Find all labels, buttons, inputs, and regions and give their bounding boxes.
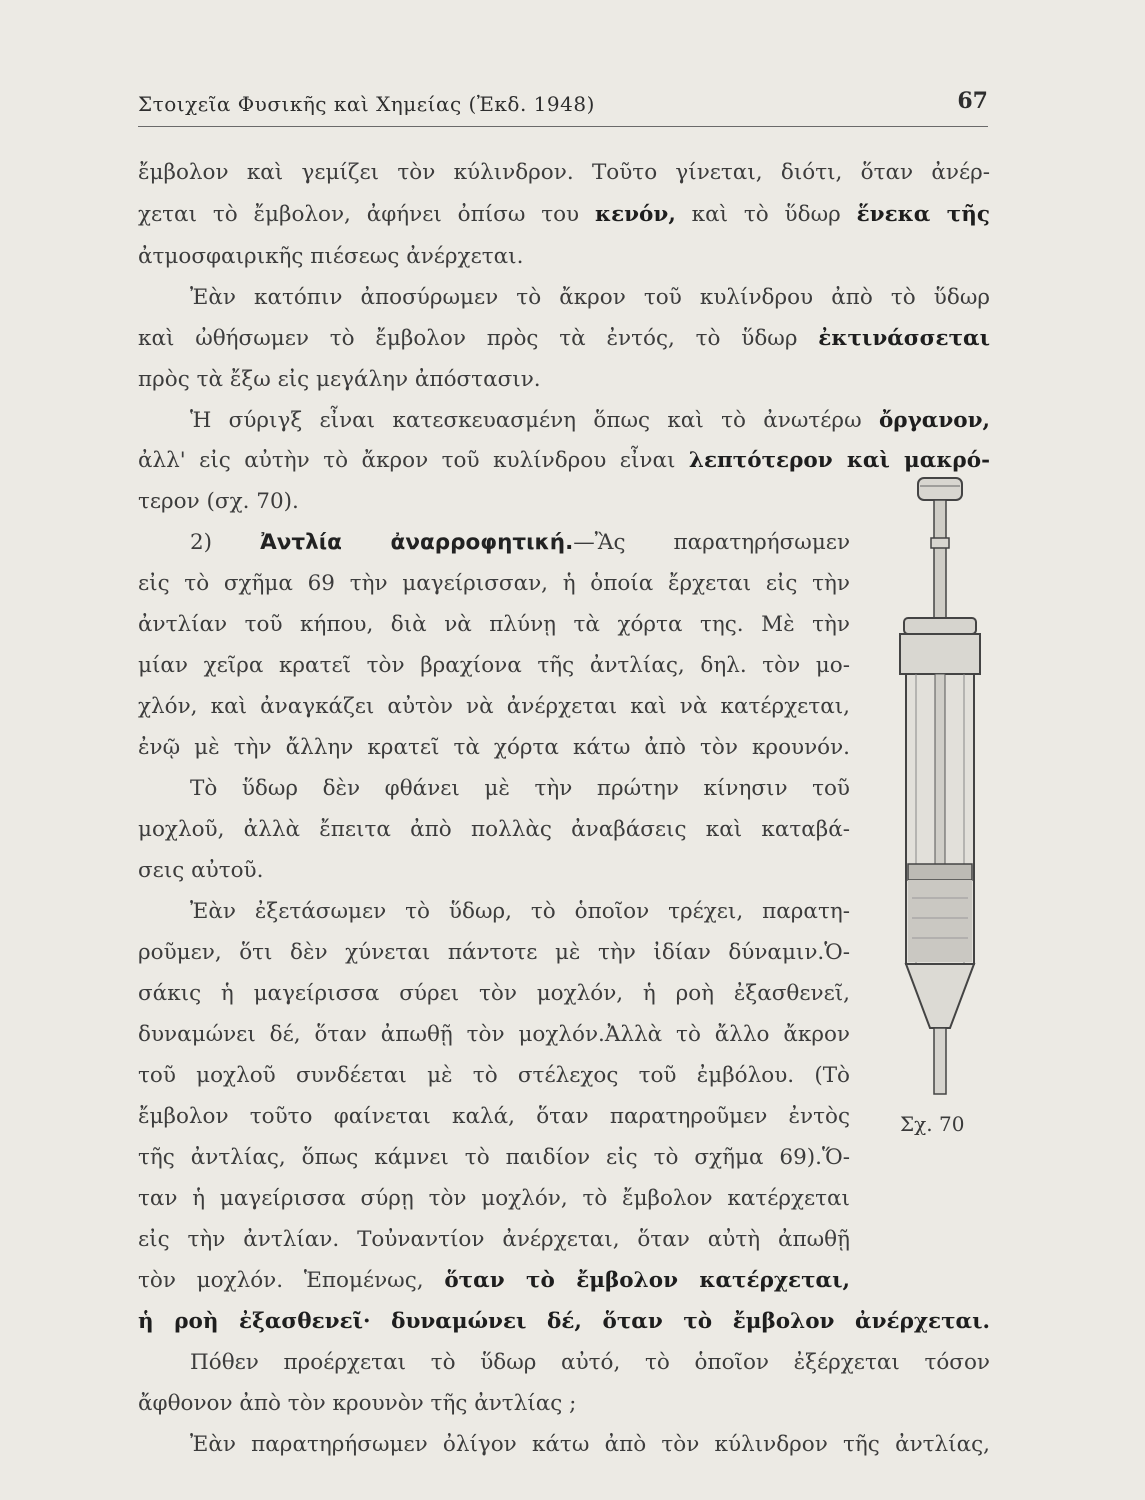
text-line: Ἐὰν παρατηρήσωμεν ὀλίγον κάτω ἀπὸ τὸν κύλινδρον τῆς ἀντλίας,: [190, 1432, 990, 1457]
page-number: 67: [957, 88, 988, 114]
text-line: Ἐὰν ἐξετάσωμεν τὸ ὕδωρ, τὸ ὁποῖον τρέχει, παρατη-: [190, 899, 850, 924]
text-line: τοῦ μοχλοῦ συνδέεται μὲ τὸ στέλεχος τοῦ ἐμβόλου. (Τὸ: [138, 1063, 850, 1088]
text-line: καὶ ὠθήσωμεν τὸ ἔμβολον πρὸς τὰ ἐντός, τὸ ὕδωρ ἐκτινάσσεται: [138, 326, 990, 351]
text-line: Τὸ ὕδωρ δὲν φθάνει μὲ τὴν πρώτην κίνησιν τοῦ: [190, 776, 850, 801]
text-line: δυναμώνει δέ, ὅταν ἀπωθῇ τὸν μοχλόν.Ἀλλὰ τὸ ἄλλο ἄκρον: [138, 1022, 850, 1047]
text-line: σεις αὐτοῦ.: [138, 858, 264, 883]
text-line: Ἐὰν κατόπιν ἀποσύρωμεν τὸ ἄκρον τοῦ κυλίνδρου ἀπὸ τὸ ὕδωρ: [190, 285, 990, 310]
text-line: ἔμβολον καὶ γεμίζει τὸν κύλινδρον. Τοῦτο γίνεται, διότι, ὅταν ἀνέρ-: [138, 160, 990, 185]
text-line: τερον (σχ. 70).: [138, 489, 299, 514]
text-line: Πόθεν προέρχεται τὸ ὕδωρ αὐτό, τὸ ὁποῖον ἐξέρχεται τόσον: [190, 1350, 990, 1375]
text-line: πρὸς τὰ ἔξω εἰς μεγάλην ἀπόστασιν.: [138, 367, 541, 392]
text-line: μίαν χεῖρα κρατεῖ τὸν βραχίονα τῆς ἀντλίας, δηλ. τὸν μο-: [138, 653, 850, 678]
text-line: Ἡ σύριγξ εἶναι κατεσκευασμένη ὅπως καὶ τὸ ἀνωτέρω ὄργανον,: [190, 408, 990, 433]
header-rule: [138, 126, 988, 127]
bold-statement: ὅταν τὸ ἔμβολον κατέρχεται,: [444, 1268, 850, 1293]
text-line: ἀτμοσφαιρικῆς πιέσεως ἀνέρχεται.: [138, 244, 524, 269]
section-heading: Ἀντλία ἀναρροφητική.: [260, 530, 574, 555]
figure-caption: Σχ. 70: [900, 1112, 965, 1136]
header-title: Στοιχεῖα Φυσικῆς καὶ Χημείας (Ἐκδ. 1948): [138, 92, 595, 116]
text-line: τῆς ἀντλίας, ὅπως κάμνει τὸ παιδίον εἰς τὸ σχῆμα 69).Ὅ-: [138, 1145, 850, 1170]
text-line: ἀντλίαν τοῦ κήπου, διὰ νὰ πλύνῃ τὰ χόρτα της. Μὲ τὴν: [138, 612, 850, 637]
text-line: ταν ἡ μαγείρισσα σύρῃ τὸν μοχλόν, τὸ ἔμβολον κατέρχεται: [138, 1186, 850, 1211]
text-line: εἰς τὸ σχῆμα 69 τὴν μαγείρισσαν, ἡ ὁποία ἔρχεται εἰς τὴν: [138, 571, 850, 596]
text-line: μοχλοῦ, ἀλλὰ ἔπειτα ἀπὸ πολλὰς ἀναβάσεις καὶ καταβά-: [138, 817, 850, 842]
text-line: ἔμβολον τοῦτο φαίνεται καλά, ὅταν παρατηροῦμεν ἐντὸς: [138, 1104, 850, 1129]
syringe-illustration: [890, 468, 990, 1108]
running-header: [138, 88, 988, 124]
section-heading-line: 2) Ἀντλία ἀναρροφητική.—Ἂς παρατηρήσωμεν: [190, 530, 851, 555]
text-line: ἄφθονον ἀπὸ τὸν κρουνὸν τῆς ἀντλίας ;: [138, 1391, 577, 1416]
text-line: ροῦμεν, ὅτι δὲν χύνεται πάντοτε μὲ τὴν ἰδίαν δύναμιν.Ὁ-: [138, 940, 850, 965]
text-line: εἰς τὴν ἀντλίαν. Τοὐναντίον ἀνέρχεται, ὅταν αὐτὴ ἀπωθῇ: [138, 1227, 850, 1252]
text-line: σάκις ἡ μαγείρισσα σύρει τὸν μοχλόν, ἡ ροὴ ἐξασθενεῖ,: [138, 981, 850, 1006]
bold-statement-line: ἡ ροὴ ἐξασθενεῖ· δυναμώνει δέ, ὅταν τὸ ἔμβολον ἀνέρχεται.: [138, 1309, 990, 1334]
text-line: ἀλλ' εἰς αὐτὴν τὸ ἄκρον τοῦ κυλίνδρου εἶναι λεπτότερον καὶ μακρό-: [138, 448, 990, 473]
text-line: χεται τὸ ἔμβολον, ἀφήνει ὀπίσω του κενόν, καὶ τὸ ὕδωρ ἕνεκα τῆς: [138, 202, 990, 227]
text-line: ἐνῷ μὲ τὴν ἄλλην κρατεῖ τὰ χόρτα κάτω ἀπὸ τὸν κρουνόν.: [138, 735, 850, 760]
text-line: τὸν μοχλόν. Ἑπομένως, ὅταν τὸ ἔμβολον κατέρχεται,: [138, 1268, 850, 1293]
text-line: χλόν, καὶ ἀναγκάζει αὐτὸν νὰ ἀνέρχεται καὶ νὰ κατέρχεται,: [138, 694, 850, 719]
